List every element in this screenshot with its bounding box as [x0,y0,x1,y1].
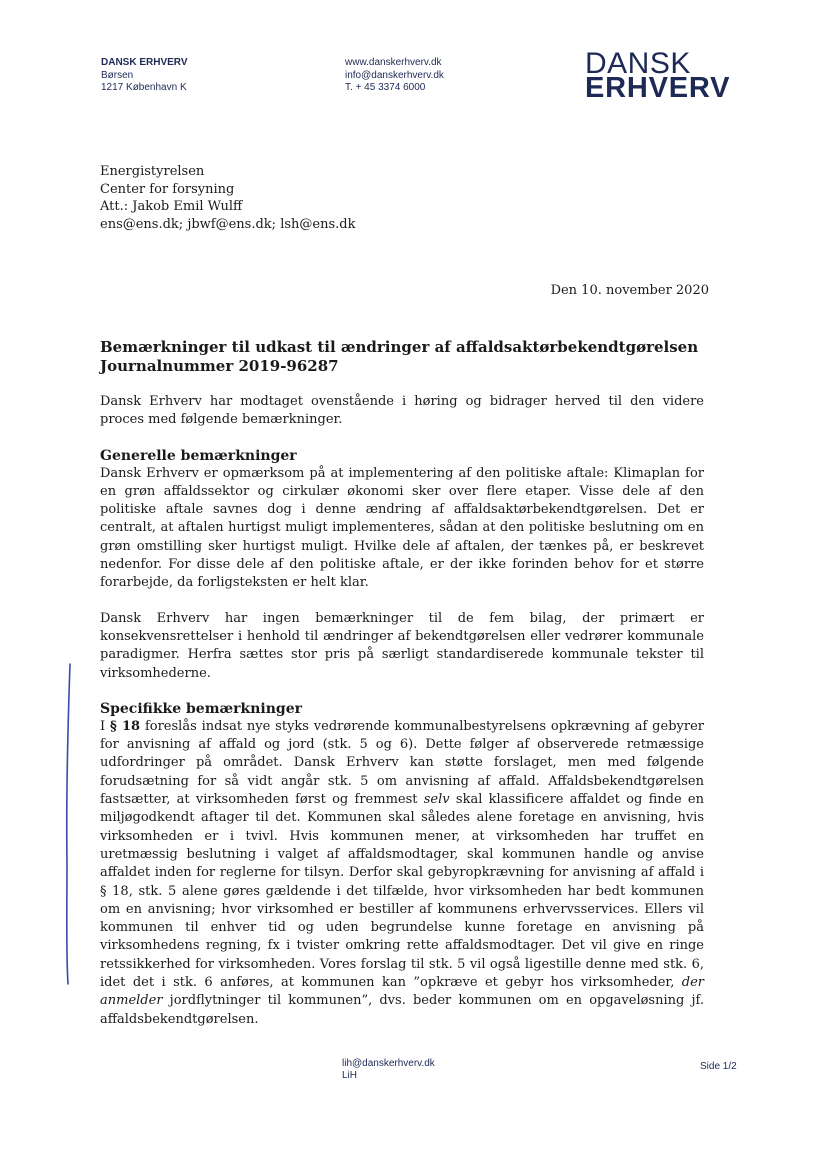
page-number: Side 1/2 [700,1061,737,1072]
specific-heading: Specifikke bemærkninger [100,700,302,717]
recipient-line: Center for forsyning [100,181,235,197]
general-paragraph-2: Dansk Erhverv har ingen bemærkninger til de fem bilag, der primært er konsekvensrettelser i henhold til ændringer af bekendtgørelsen eller vedrører kommunale paradigmer. Herfra sættes stor pris på særligt standardiserede kommunale tekster til virksomhederne. [100,610,704,681]
para-text: jordflytninger til kommunen”, dvs. beder kommunen om en opgaveløsning jf. affaldsbekendtgørelsen. [100,993,704,1027]
emphasis-der-anmelder: der anmelder [100,975,704,1009]
phone-number: T. + 45 3374 6000 [345,82,426,93]
sender-address-line: 1217 København K [101,82,187,93]
para-text: foreslås indsat nye styks vedrørende kommunalbestyrelsens opkrævning af gebyrer for anvisning af affald og jord (stk. 5 og 6). Dette følger af observerede retmæssige udfordringer på området. Dansk Erhverv kan støtte forslaget, men med følgende forudsætning for så vidt angår stk. 5 om anvisning af affald. Affaldsbekendtgørelsen fastsætter, at virksomheden først og fremmest [100,718,704,808]
general-paragraph-1: Dansk Erhverv er opmærksom på at implementering af den politiske aftale: Klimaplan for en grøn affaldssektor og cirkulær økonomi sker over flere etaper. Visse dele af den politiske aftale savnes dog i denne ændring af affaldsaktørbekendtgørelsen. Det er centralt, at aftalen hurtigst muligt implementeres, sådan at den politiske beslutning om en grøn omstilling sker hurtigst muligt. Hvilke dele af aftalen, der tænkes på, er beskrevet nedenfor. For disse dele af den politiske aftale, er der ikke forinden behov for et større forarbejde, da forligsteksten er helt klar. [100,465,704,591]
general-heading: Generelle bemærkninger [100,447,297,464]
footer-initials: LiH [342,1070,358,1081]
handwritten-margin-line [62,662,74,987]
title-line-1: Bemærkninger til udkast til ændringer af affaldsaktørbekendtgørelsen [100,338,699,356]
website-link[interactable]: www.danskerhverv.dk [345,57,442,68]
letter-title [100,338,704,376]
recipient-emails: ens@ens.dk; jbwf@ens.dk; lsh@ens.dk [100,216,356,232]
contact-block [345,57,444,95]
letter-body [100,338,704,1029]
footer-contact [342,1058,435,1082]
para-text: skal klassificere affaldet og finde en miljøgodkendt aftager til det. Kommunen skal således alene foretage en anvisning, hvis virksomheden er i tvivl. Hvis kommunen mener, at virksomheden har truffet en uretmæssig beslutning i valget af affaldsmodtager, skal kommunen handle og anvise affaldet inden for reglerne for tilsyn. Derfor skal gebyropkrævning for anvisning af affald i § 18, stk. 5 alene gøres gældende i det tilfælde, hvor virksomheden har bedt kommunen om en anvisning; hvor virksomhed er bestiller af kommunens erhvervsservices. Ellers vil kommunen til enhver tid og uden begrundelse kunne foretage en anvisning på virksomhedens regning, fx i tvister omkring rette affaldsmodtager. Det vil give en ringe retssikkerhed for virksomheden. Vores forslag til stk. 5 vil også ligestille denne med stk. 6, idet det i stk. 6 anføres, at kommunen kan ”opkræve et gebyr hos virksomheder, [100,792,704,991]
sender-address-line: Børsen [101,69,134,81]
logo-line-2: ERHVERV [585,72,731,104]
logo-line-1: DANSK [585,47,691,80]
letter-date: Den 10. november 2020 [550,283,709,298]
recipient-line: Att.: Jakob Emil Wulff [100,199,243,214]
email-link[interactable]: info@danskerhverv.dk [345,69,444,81]
intro-paragraph: Dansk Erhverv har modtaget ovenstående i høring og bidrager herved til den videre proces med følgende bemærkninger. [100,394,704,428]
recipient-line: Energistyrelsen [100,164,205,179]
paragraph-reference: § 18 [109,718,141,734]
para-prefix: I [100,718,110,734]
title-line-2: Journalnummer 2019-96287 [100,357,339,375]
specific-paragraph [100,718,704,1029]
recipient-block [100,163,355,233]
dansk-erhverv-logo [585,47,731,104]
footer-email[interactable]: lih@danskerhverv.dk [342,1058,435,1069]
sender-name: DANSK ERHVERV [101,57,188,68]
emphasis-selv: selv [423,792,450,808]
sender-block [101,57,188,95]
